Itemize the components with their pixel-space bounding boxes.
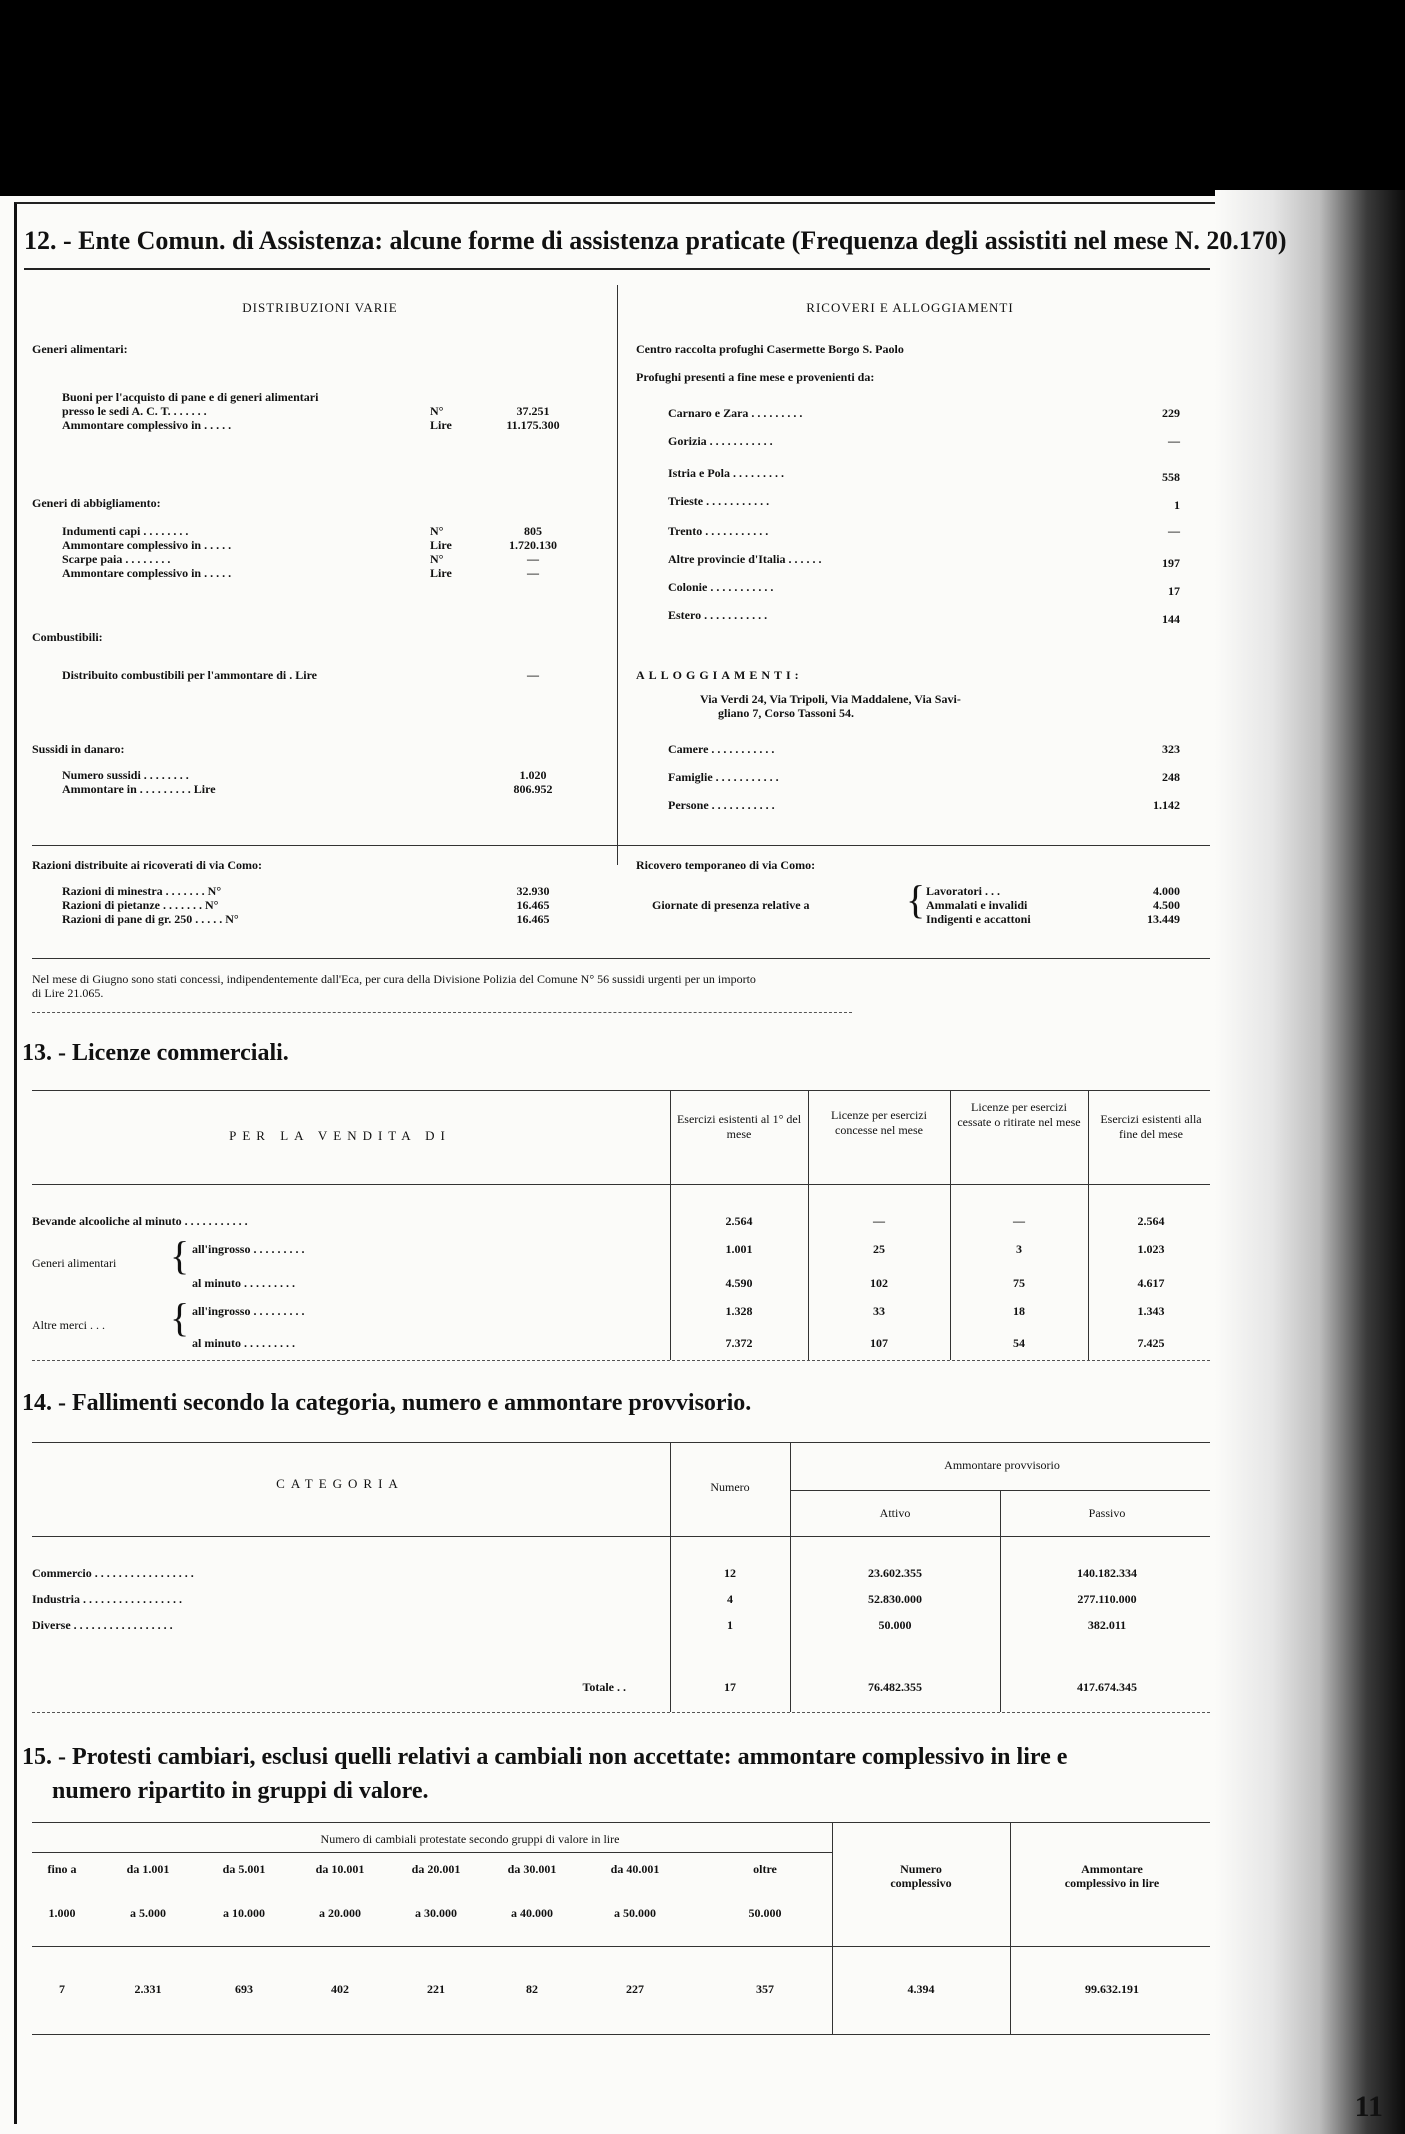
s15-col-header: 50.000 xyxy=(748,1906,782,1920)
s15-col-ammontare-2: complessivo in lire xyxy=(1064,1876,1160,1890)
s15-col-header: oltre xyxy=(753,1862,777,1876)
s13-group-label: Generi alimentari xyxy=(32,1256,117,1270)
s14-row-label: Diverse . . . . . . . . . . . . . . . . . xyxy=(32,1618,173,1632)
s14-totale-numero: 17 xyxy=(724,1680,736,1694)
buoni-line-1: Buoni per l'acquisto di pane e di generi alimentari xyxy=(62,390,319,404)
s14-totale-label: Totale . . xyxy=(582,1680,626,1694)
s14-col-passivo: Passivo xyxy=(1088,1506,1126,1520)
razioni-label: Razioni di minestra . . . . . . . N° xyxy=(62,884,222,898)
combustibili-heading: Combustibili: xyxy=(32,630,103,644)
s14-cell: 277.110.000 xyxy=(1077,1592,1137,1606)
s13-cell: 102 xyxy=(870,1276,888,1290)
scarpe-value: — xyxy=(527,552,539,566)
scarpe-label: Scarpe paia . . . . . . . . xyxy=(62,552,171,566)
s13-bottom-rule xyxy=(32,1360,1210,1361)
s15-divider xyxy=(1010,1822,1011,2034)
provenienza-value: — xyxy=(1168,524,1180,538)
ammontare-3-value: — xyxy=(527,566,539,580)
s13-cell: 18 xyxy=(1013,1304,1025,1318)
provenienza-value: 229 xyxy=(1162,406,1180,420)
razioni-value: 32.930 xyxy=(516,884,550,898)
s15-cell: 99.632.191 xyxy=(1085,1982,1139,1996)
s15-col-header: da 5.001 xyxy=(222,1862,266,1876)
s15-col-header: a 50.000 xyxy=(614,1906,656,1920)
s13-cell: 7.425 xyxy=(1137,1336,1165,1350)
s15-cell: 4.394 xyxy=(907,1982,935,1996)
s14-totale-attivo: 76.482.355 xyxy=(868,1680,922,1694)
ammontare-2-value: 1.720.130 xyxy=(509,538,557,552)
s13-row-label: al minuto . . . . . . . . . xyxy=(192,1276,296,1290)
section-12-divider xyxy=(617,285,618,865)
s13-group-label: Altre merci . . . xyxy=(32,1318,105,1332)
s15-col-header: da 10.001 xyxy=(315,1862,365,1876)
s13-cell: 3 xyxy=(1016,1242,1022,1256)
s15-col-header: da 20.001 xyxy=(411,1862,461,1876)
s15-cell: 402 xyxy=(331,1982,349,1996)
s15-cell: 227 xyxy=(626,1982,644,1996)
persone-value: 1.142 xyxy=(1153,798,1180,812)
provenienza-value: 17 xyxy=(1168,584,1180,598)
s15-col-header: da 30.001 xyxy=(507,1862,557,1876)
right-header: RICOVERI E ALLOGGIAMENTI xyxy=(806,300,1014,315)
section-13-title: 13. - Licenze commerciali. xyxy=(22,1040,289,1066)
s14-cell: 1 xyxy=(727,1618,733,1632)
sussidi-numero-value: 1.020 xyxy=(519,768,547,782)
s13-cell: 1.328 xyxy=(725,1304,753,1318)
s14-header-rule xyxy=(32,1536,1210,1537)
s14-cell: 23.602.355 xyxy=(868,1566,922,1580)
s15-col-header: a 10.000 xyxy=(223,1906,265,1920)
brace-icon: { xyxy=(906,877,926,922)
s14-cell: 50.000 xyxy=(878,1618,912,1632)
s15-bottom-rule xyxy=(32,2034,1210,2035)
s13-cell: 75 xyxy=(1013,1276,1025,1290)
s15-cell: 693 xyxy=(235,1982,253,1996)
presenza-value: 13.449 xyxy=(1147,912,1180,926)
s14-cell: 140.182.334 xyxy=(1077,1566,1137,1580)
vie-line-2: gliano 7, Corso Tassoni 54. xyxy=(718,706,855,720)
s14-cell: 4 xyxy=(727,1592,733,1606)
s14-col-numero: Numero xyxy=(710,1480,750,1494)
sussidi-ammontare-value: 806.952 xyxy=(513,782,553,796)
ricovero-heading: Ricovero temporaneo di via Como: xyxy=(636,858,816,872)
buoni-line-2: presso le sedi A. C. T. . . . . . . xyxy=(62,404,207,418)
provenienza-label: Trieste . . . . . . . . . . . xyxy=(668,494,770,508)
s15-cell: 357 xyxy=(756,1982,774,1996)
section-12-end-rule xyxy=(32,1012,852,1013)
sussidi-ammontare-label: Ammontare in . . . . . . . . . Lire xyxy=(62,782,216,796)
generi-alimentari-heading: Generi alimentari: xyxy=(32,342,128,356)
s13-top-rule xyxy=(32,1090,1210,1091)
s14-divider xyxy=(790,1442,791,1712)
s15-col-header: da 1.001 xyxy=(126,1862,170,1876)
presenza-value: 4.500 xyxy=(1153,898,1180,912)
s14-divider xyxy=(670,1442,671,1712)
s15-col-ammontare: Ammontare xyxy=(1081,1862,1143,1876)
s15-col-fino-2: 1.000 xyxy=(48,1906,76,1920)
s14-divider xyxy=(1000,1490,1001,1712)
s13-divider xyxy=(670,1090,671,1360)
indumenti-value: 805 xyxy=(524,524,542,538)
s13-col-header: Licenze per esercizi concesse nel mese xyxy=(831,1108,927,1137)
s15-col-header: a 5.000 xyxy=(130,1906,166,1920)
s13-col-header: Licenze per esercizi cessate o ritirate nel mese xyxy=(957,1100,1081,1129)
s13-col-header: Esercizi esistenti alla fine del mese xyxy=(1100,1112,1202,1141)
combustibili-value: — xyxy=(527,668,539,682)
s15-col-fino: fino a xyxy=(47,1862,77,1876)
s14-col-attivo: Attivo xyxy=(879,1506,911,1520)
alloggiamenti-heading: ALLOGGIAMENTI: xyxy=(636,668,803,682)
s15-col-header: a 20.000 xyxy=(319,1906,361,1920)
provenienza-label: Trento . . . . . . . . . . . xyxy=(668,524,769,538)
presenza-label: Indigenti e accattoni xyxy=(926,912,1031,926)
section-15-title-line-1: 15. - Protesti cambiari, esclusi quelli relativi a cambiali non accettate: ammontare complessivo in lire e xyxy=(22,1744,1068,1770)
s13-row-label: Bevande alcooliche al minuto . . . . . . . . . . . xyxy=(32,1214,248,1228)
s13-header-rule xyxy=(32,1184,1210,1185)
s13-cell: 54 xyxy=(1013,1336,1025,1350)
presenza-value: 4.000 xyxy=(1153,884,1180,898)
ammontare-1-label: Ammontare complessivo in . . . . . xyxy=(62,418,232,432)
s15-cell: 2.331 xyxy=(134,1982,162,1996)
brace-icon: { xyxy=(170,1233,190,1278)
s15-col-header: a 30.000 xyxy=(415,1906,457,1920)
s15-cell: 221 xyxy=(427,1982,445,1996)
famiglie-value: 248 xyxy=(1162,770,1180,784)
presenza-label: Ammalati e invalidi xyxy=(926,898,1028,912)
provenienza-label: Istria e Pola . . . . . . . . . xyxy=(668,466,784,480)
camere-label: Camere . . . . . . . . . . . xyxy=(668,742,775,756)
note-line-2: di Lire 21.065. xyxy=(32,986,104,1000)
profughi-line: Profughi presenti a fine mese e provenienti da: xyxy=(636,370,875,384)
combustibili-line: Distribuito combustibili per l'ammontare di . Lire xyxy=(62,668,318,682)
s13-cell: 2.564 xyxy=(1137,1214,1165,1228)
persone-label: Persone . . . . . . . . . . . xyxy=(668,798,775,812)
s15-divider xyxy=(832,1822,833,2034)
camere-value: 323 xyxy=(1162,742,1180,756)
s13-col-header: Esercizi esistenti al 1° del mese xyxy=(676,1112,802,1141)
provenienza-label: Carnaro e Zara . . . . . . . . . xyxy=(668,406,803,420)
razioni-value: 16.465 xyxy=(516,912,550,926)
s14-top-rule xyxy=(32,1442,1210,1443)
buoni-value: 37.251 xyxy=(516,404,550,418)
left-header: DISTRIBUZIONI VARIE xyxy=(242,300,398,315)
page-number: 11 xyxy=(1354,2090,1383,2123)
s13-cell: 1.023 xyxy=(1137,1242,1165,1256)
provenienza-label: Gorizia . . . . . . . . . . . xyxy=(668,434,773,448)
s14-col-ammontare: Ammontare provvisorio xyxy=(944,1458,1060,1472)
section-14-title: 14. - Fallimenti secondo la categoria, numero e ammontare provvisorio. xyxy=(22,1390,752,1416)
scarpe-unit: N° xyxy=(430,552,444,566)
presenza-label: Lavoratori . . . xyxy=(926,884,1000,898)
note-line-1: Nel mese di Giugno sono stati concessi, indipendentemente dall'Eca, per cura della Divisione Polizia del Comune N° 56 sussidi urgenti per un importo xyxy=(32,972,756,986)
s14-cell: 52.830.000 xyxy=(868,1592,922,1606)
s14-row-label: Industria . . . . . . . . . . . . . . . . . xyxy=(32,1592,183,1606)
ammontare-3-label: Ammontare complessivo in . . . . . xyxy=(62,566,232,580)
provenienza-value: — xyxy=(1168,434,1180,448)
provenienza-value: 144 xyxy=(1162,612,1180,626)
ammontare-3-unit: Lire xyxy=(430,566,452,580)
provenienza-value: 1 xyxy=(1174,498,1180,512)
s13-divider xyxy=(1088,1090,1089,1360)
s15-top-rule xyxy=(32,1822,1210,1823)
sussidi-numero-label: Numero sussidi . . . . . . . . xyxy=(62,768,189,782)
s13-cell: — xyxy=(873,1214,885,1228)
s14-totale-passivo: 417.674.345 xyxy=(1077,1680,1137,1694)
indumenti-unit: N° xyxy=(430,524,444,538)
s15-cell: 7 xyxy=(59,1982,65,1996)
giornate-label: Giornate di presenza relative a xyxy=(652,898,810,912)
s13-cell: 2.564 xyxy=(725,1214,753,1228)
s13-cell: 1.001 xyxy=(725,1242,753,1256)
s15-cell: 82 xyxy=(526,1982,538,1996)
s13-row-label: all'ingrosso . . . . . . . . . xyxy=(192,1304,305,1318)
s14-row-label: Commercio . . . . . . . . . . . . . . . . . xyxy=(32,1566,194,1580)
s13-row-label: al minuto . . . . . . . . . xyxy=(192,1336,296,1350)
s13-cell: 7.372 xyxy=(725,1336,753,1350)
s15-col-numero: Numero xyxy=(900,1862,942,1876)
note-rule xyxy=(32,958,1210,959)
razioni-heading: Razioni distribuite ai ricoverati di via Como: xyxy=(32,858,262,872)
s14-col-categoria: CATEGORIA xyxy=(276,1476,404,1491)
brace-icon: { xyxy=(170,1295,190,1340)
provenienza-label: Estero . . . . . . . . . . . xyxy=(668,608,768,622)
famiglie-label: Famiglie . . . . . . . . . . . xyxy=(668,770,779,784)
razioni-value: 16.465 xyxy=(516,898,550,912)
s15-group-header: Numero di cambiali protestate secondo gruppi di valore in lire xyxy=(320,1832,620,1846)
s13-divider xyxy=(950,1090,951,1360)
indumenti-label: Indumenti capi . . . . . . . . xyxy=(62,524,189,538)
buoni-unit: N° xyxy=(430,404,444,418)
s14-bottom-rule xyxy=(32,1712,1210,1713)
ammontare-2-unit: Lire xyxy=(430,538,452,552)
provenienza-value: 197 xyxy=(1162,556,1180,570)
s13-cell: 4.617 xyxy=(1137,1276,1165,1290)
s13-cell: 25 xyxy=(873,1242,885,1256)
s13-cell: 107 xyxy=(870,1336,888,1350)
s13-cell: 1.343 xyxy=(1137,1304,1165,1318)
s13-row-label: all'ingrosso . . . . . . . . . xyxy=(192,1242,305,1256)
s15-group-rule xyxy=(32,1852,832,1853)
centro-raccolta: Centro raccolta profughi Casermette Borgo S. Paolo xyxy=(636,342,904,356)
s13-cell: — xyxy=(1013,1214,1025,1228)
page-edge-shadow xyxy=(1215,190,1405,2134)
section-12-rule xyxy=(24,268,1210,270)
s13-cell: 33 xyxy=(873,1304,885,1318)
section-12-title: 12. - Ente Comun. di Assistenza: alcune forme di assistenza praticate (Frequenza degli assistiti nel mese N. 20.170) xyxy=(24,226,1287,255)
sussidi-heading: Sussidi in danaro: xyxy=(32,742,125,756)
ammontare-1-value: 11.175.300 xyxy=(506,418,560,432)
vie-line-1: Via Verdi 24, Via Tripoli, Via Maddalene, Via Savi- xyxy=(700,692,961,706)
s14-subheader-rule xyxy=(790,1490,1210,1491)
s13-cell: 4.590 xyxy=(725,1276,753,1290)
razioni-label: Razioni di pane di gr. 250 . . . . . N° xyxy=(62,912,239,926)
razioni-rule xyxy=(32,845,1210,846)
section-15-title-line-2: numero ripartito in gruppi di valore. xyxy=(52,1778,429,1804)
razioni-label: Razioni di pietanze . . . . . . . N° xyxy=(62,898,219,912)
s14-cell: 382.011 xyxy=(1087,1618,1127,1632)
abbigliamento-heading: Generi di abbigliamento: xyxy=(32,496,161,510)
provenienza-label: Colonie . . . . . . . . . . . xyxy=(668,580,774,594)
provenienza-value: 558 xyxy=(1162,470,1180,484)
s15-col-header: a 40.000 xyxy=(511,1906,553,1920)
ammontare-2-label: Ammontare complessivo in . . . . . xyxy=(62,538,232,552)
s15-header-rule xyxy=(32,1946,1210,1947)
provenienza-label: Altre provincie d'Italia . . . . . . xyxy=(668,552,822,566)
s14-cell: 12 xyxy=(724,1566,736,1580)
s13-col-label: PER LA VENDITA DI xyxy=(229,1128,451,1143)
s15-col-header: da 40.001 xyxy=(610,1862,660,1876)
s13-divider xyxy=(808,1090,809,1360)
ammontare-1-unit: Lire xyxy=(430,418,452,432)
s15-col-numero-2: complessivo xyxy=(890,1876,952,1890)
